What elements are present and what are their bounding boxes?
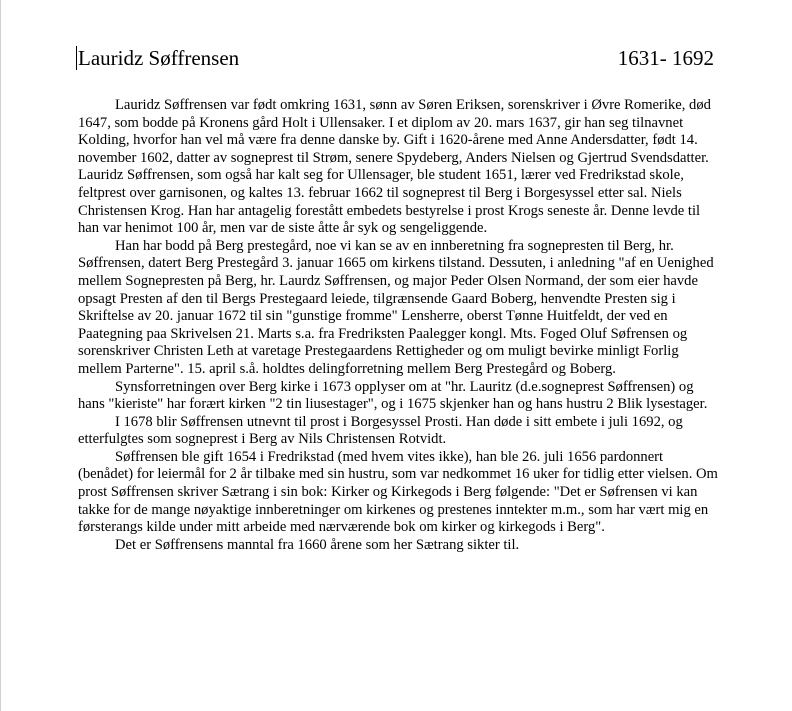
text-cursor <box>76 46 77 70</box>
life-years[interactable]: 1631- 1692 <box>617 46 714 70</box>
paragraph-4[interactable]: I 1678 blir Søffrensen utnevnt til prost i Borgesyssel Prosti. Han døde i sitt embete i juli 1692, og etterfulgtes som sogneprest i Berg av Nils Christensen Rotvidt. <box>78 413 683 448</box>
paragraph-2[interactable]: Han har bodd på Berg prestegård, noe vi kan se av en innberetning fra sognepresten til Berg, hr. Søffrensen, datert Berg Prestegård 3. januar 1665 om kirkens tilstand. Dessuten, i anledning "af en Uenighed mellem Sognepresten på Berg, hr. Laurdz Søffrensen, og major Peder Olsen Normand, der som eier havde opsagt Presten af den til Bergs Prestegaard leiede, tilgrænsende Gaard Boberg, henvendte Presten sig i Skriftelse av 20. januar 1672 til sin "gunstige fromme" Lensherre, oberst Tønne Huitfeldt, der ved en Paategning paa Skrivelsen 21. Marts s.a. fra Fredriksten Paalegger kongl. Mts. Foged Oluf Søfrensen og sorenskriver Christen Leth at varetage Prestegaardens Rettigheder og om muligt bevirke minligt Forlig mellem Parterne". 15. april s.å. holdtes delingforretning mellem Berg Prestegård og Boberg. <box>78 237 714 377</box>
document-body[interactable] <box>78 97 720 554</box>
title-row <box>78 44 714 74</box>
page-title[interactable]: Lauridz Søffrensen <box>78 46 240 70</box>
paragraph-6[interactable]: Det er Søffrensens manntal fra 1660 årene som her Sætrang sikter til. <box>115 536 520 553</box>
paragraph-3[interactable]: Synsforretningen over Berg kirke i 1673 opplyser om at "hr. Lauritz (d.e.sogneprest Søffrensen) og hans "kieriste" har forært kirken "2 tin liusestager", og i 1675 skjenker han og hans hustru 2 Blik lysestager. <box>78 378 708 413</box>
paragraph-5[interactable]: Søffrensen ble gift 1654 i Fredrikstad (med hvem vites ikke), han ble 26. juli 1656 pardonnert (benådet) for leiermål for 2 år tilbake med sin hustru, som var nedkommet 16 uker for tidlig etter vielsen. Om prost Søffrensen skriver Sætrang i sin bok: Kirker og Kirkegods i Berg følgende: "Det er Søfrensen vi kan takke for de mange nøyaktige innberetninger om kirkenes og prestenes inntekter m.m., som har vært mig en førsterangs kilde under mitt arbeide med nærværende bok om kirker og kirkegods i Berg". <box>78 448 718 536</box>
paragraph-1[interactable]: Lauridz Søffrensen var født omkring 1631, sønn av Søren Eriksen, sorenskriver i Øvre Romerike, død 1647, som bodde på Kronens gård Holt i Ullensaker. I et diplom av 20. mars 1637, gir han seg tilnavnet Kolding, hvorfor han vel må være fra denne danske by. Gift i 1620-årene med Anne Andersdatter, født 14. november 1602, datter av sogneprest til Strøm, senere Spydeberg, Anders Nielsen og Gjertrud Svendsdatter. Lauridz Søffrensen, som også har kalt seg for Ullensager, ble student 1651, lærer ved Fredrikstad skole, feltprest over garnisonen, og kaltes 13. februar 1662 til sogneprest til Berg i Borgesyssel etter sal. Niels Christensen Krog. Han har antagelig forestått embedets bestyrelse i prost Krogs seneste år. Denne levde til han var henimot 100 år, men var de siste åtte år syk og sengeliggende. <box>78 97 711 237</box>
